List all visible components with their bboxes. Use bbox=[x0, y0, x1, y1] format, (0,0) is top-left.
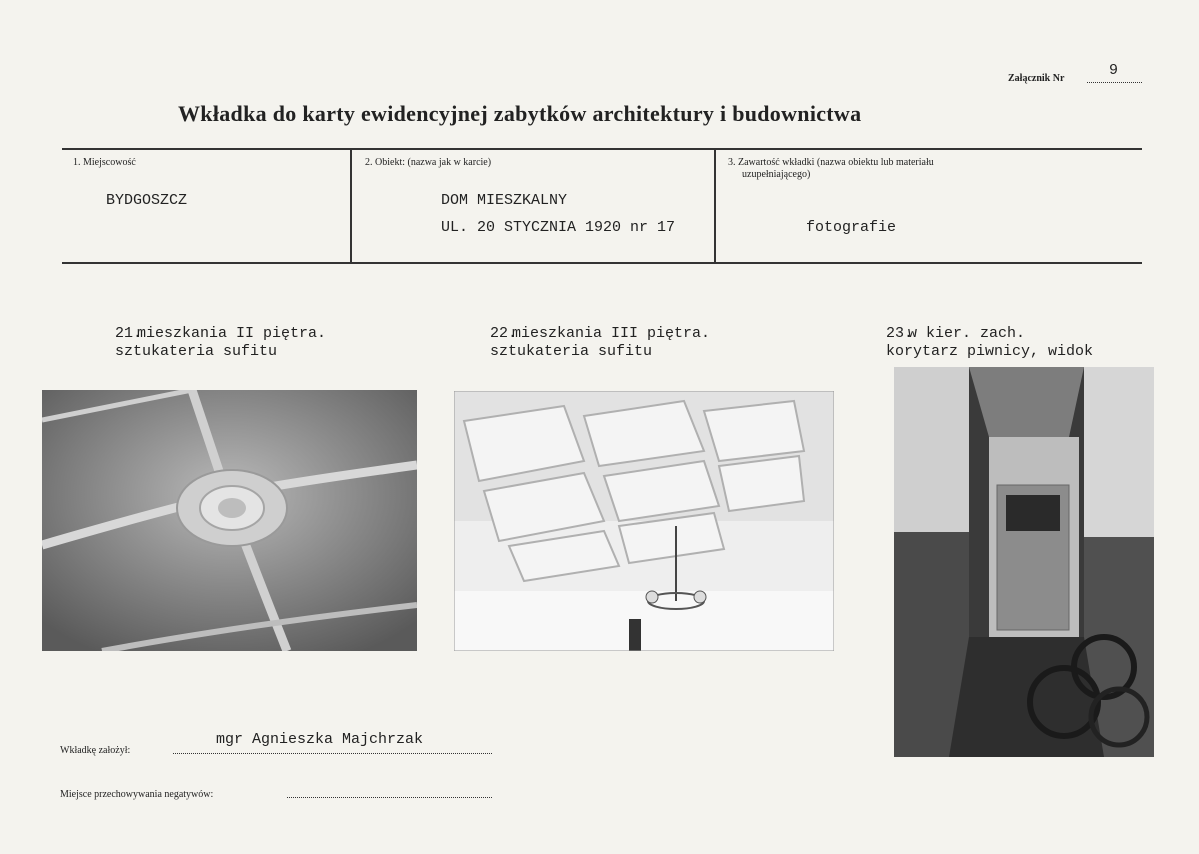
author-label: Wkładkę założył: bbox=[60, 745, 131, 756]
attachment-number-field bbox=[1087, 64, 1142, 83]
negatives-label: Miejsce przechowywania negatywów: bbox=[60, 789, 214, 800]
negatives-field bbox=[287, 783, 492, 798]
table-bottom-rule bbox=[62, 262, 1142, 264]
table-divider-1 bbox=[350, 148, 352, 262]
author-value: mgr Agnieszka Majchrzak bbox=[216, 731, 424, 748]
caption-line1: korytarz piwnicy, widok bbox=[886, 343, 1094, 360]
photo-number: 22. bbox=[490, 325, 518, 342]
photo-caption-23-line2: w kier. zach. bbox=[908, 325, 1026, 342]
object-value-line1: DOM MIESZKALNY bbox=[441, 192, 568, 209]
caption-line1: sztukateria sufitu bbox=[115, 343, 278, 360]
object-value-line2: UL. 20 STYCZNIA 1920 nr 17 bbox=[441, 219, 676, 236]
photo-number: 23. bbox=[886, 325, 914, 342]
attachment-number: 9 bbox=[1109, 62, 1119, 79]
photo-caption-21-line2: mieszkania II piętra. bbox=[137, 325, 327, 342]
author-field bbox=[173, 731, 492, 754]
photo-number: 21. bbox=[115, 325, 143, 342]
place-label: 1. Miejscowość bbox=[73, 157, 136, 168]
content-label-line1: 3. Zawartość wkładki (nazwa obiektu lub materiału bbox=[728, 157, 934, 168]
place-value: BYDGOSZCZ bbox=[106, 192, 188, 209]
caption-line1: sztukateria sufitu bbox=[490, 343, 653, 360]
object-label: 2. Obiekt: (nazwa jak w karcie) bbox=[365, 157, 492, 168]
content-label-line2: uzupełniającego) bbox=[742, 169, 811, 180]
photo-caption-22-line2: mieszkania III piętra. bbox=[512, 325, 711, 342]
photo-ceiling-stucco-iii-floor bbox=[454, 391, 834, 651]
page-title: Wkładka do karty ewidencyjnej zabytków architektury i budownictwa bbox=[178, 101, 862, 126]
table-divider-2 bbox=[714, 148, 716, 262]
photo-ceiling-stucco-ii-floor bbox=[42, 390, 417, 651]
photo-basement-corridor bbox=[894, 367, 1154, 757]
attachment-label: Załącznik Nr bbox=[1008, 73, 1065, 84]
table-top-rule bbox=[62, 148, 1142, 150]
content-value: fotografie bbox=[806, 219, 897, 236]
